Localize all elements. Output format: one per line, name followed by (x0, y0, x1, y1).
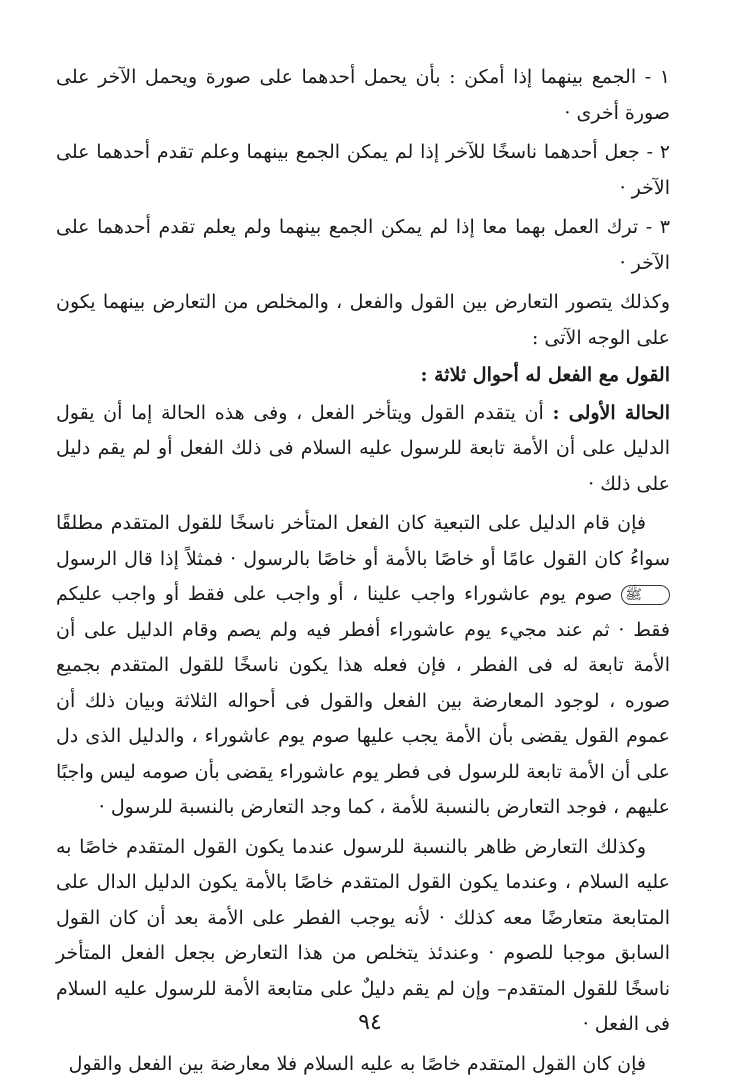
paragraph-4: فإن كان القول المتقدم خاصًا به عليه السلام فلا معارضة بين الفعل والقول (56, 1047, 670, 1082)
list-item-2: ٢ - جعل أحدهما ناسخًا للآخر إذا لم يمكن الجمع بينهما وعلم تقدم أحدهما على الآخر · (56, 135, 670, 206)
paragraph-3: وكذلك التعارض ظاهر بالنسبة للرسول عندما يكون القول المتقدم خاصًا به عليه السلام ، وعندما يكون القول المتقدم خاصًا بالأمة يكون الدليل الدال على المتابعة متعارضًا معه كذلك · لأنه يوجب الفطر على الأمة بعد أن كان القول السابق موجبا للصوم · وعندئذ يتخلص من هذا التعارض بجعل الفعل المتأخر ناسخًا للقول المتقدم– وإن لم يقم دليلٌ على متابعة الأمة للرسول عليه السلام فى الفعل · (56, 830, 670, 1043)
pbuh-ligature: ﷺ (621, 585, 670, 605)
case-1-label: الحالة الأولى : (553, 402, 671, 424)
page-body (56, 60, 670, 1060)
paragraph-2-part-1: فإن قام الدليل على التبعية كان الفعل المتأخر ناسخًا للقول المتقدم مطلقًا سواءُ كان القول عامًا أو خاصًا بالأمة أو خاصًا بالرسول · فمثلاً إذا قال الرسول (56, 512, 670, 570)
paragraph-2-part-2: صوم يوم عاشوراء واجب علينا ، أو واجب على فقط أو واجب عليكم فقط · ثم عند مجيء يوم عاشوراء أفطر فيه ولم يصم وقام الدليل على أن الأمة تابعة له فى الفطر ، فإن فعله هذا يكون ناسخًا للقول المتقدم بجميع صوره ، لوجود المعارضة بين الفعل والقول فى أحواله الثلاثة وبيان ذلك أن عموم القول يقضى بأن الأمة يجب عليها صوم يوم عاشوراء ، والدليل الذى دل على أن الأمة تابعة للرسول فى فطر يوم عاشوراء يقضى بأن صومه ليس واجبًا عليهم ، فوجد التعارض بالنسبة للأمة ، كما وجد التعارض بالنسبة للرسول · (56, 583, 670, 818)
paragraph-2 (56, 506, 670, 826)
case-1-paragraph (56, 396, 670, 503)
section-heading: القول مع الفعل له أحوال ثلاثة : (56, 358, 670, 394)
list-item-3: ٣ - ترك العمل بهما معا إذا لم يمكن الجمع بينهما ولم يعلم تقدم أحدهما على الآخر · (56, 210, 670, 281)
case-1-text: أن يتقدم القول ويتأخر الفعل ، وفى هذه الحالة إما أن يقول الدليل على أن الأمة تابعة للرسول عليه السلام فى ذلك الفعل أو لم يقم دليل على ذلك · (56, 402, 670, 495)
intro-paragraph: وكذلك يتصور التعارض بين القول والفعل ، والمخلص من التعارض بينهما يكون على الوجه الآتى : (56, 285, 670, 356)
list-item-1: ١ - الجمع بينهما إذا أمكن : بأن يحمل أحدهما على صورة ويحمل الآخر على صورة أخرى · (56, 60, 670, 131)
page-number: ٩٤ (340, 1010, 400, 1035)
